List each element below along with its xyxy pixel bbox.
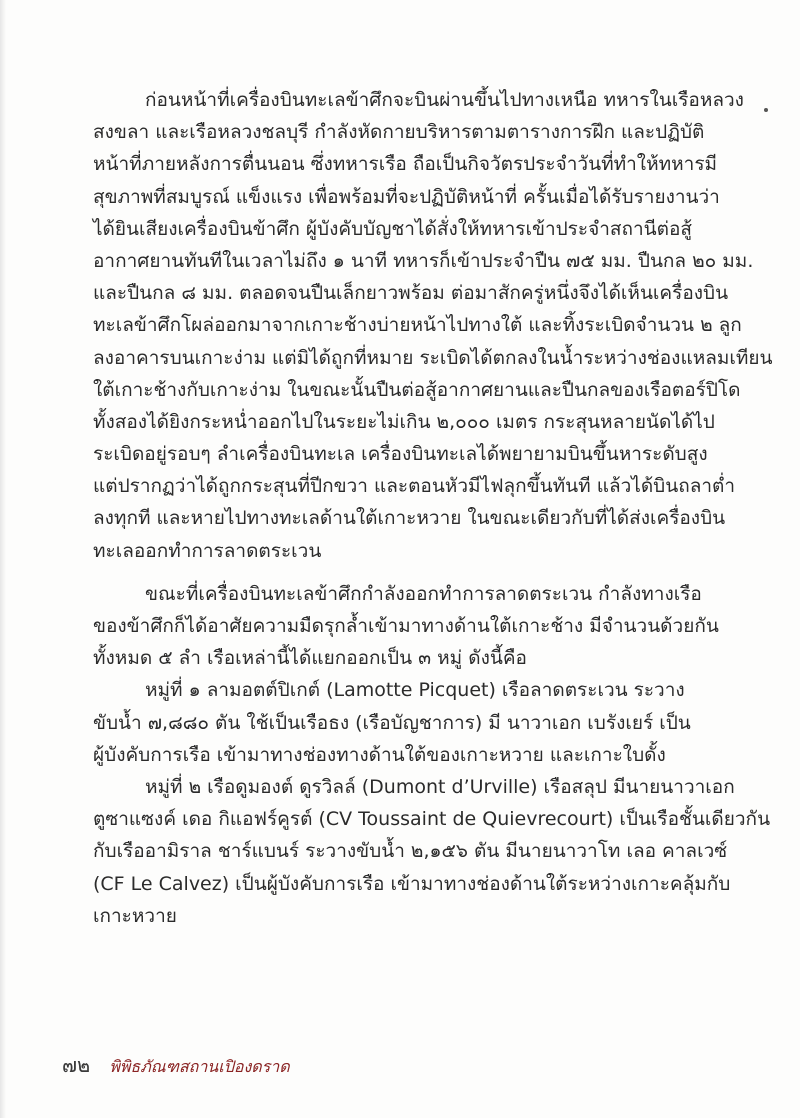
paragraph-1-line-9: ลงอาคารบนเกาะง่าม แต่มิได้ถูกที่หมาย ระเบิดได้ตกลงในน้ำระหว่างช่องแหลมเทียน — [93, 346, 773, 369]
page-footer — [62, 1049, 290, 1079]
paragraph-4-line-4: (CF Le Calvez) เป็นผู้บังคับการเรือ เข้ามาทางช่องด้านใต้ระหว่างเกาะคลุ้มกับ — [93, 872, 731, 895]
paragraph-3-line-1: หมู่ที่ ๑ ลามอตต์ปิเกต์ (Lamotte Picquet) เรือลาดตระเวน ระวาง — [145, 679, 685, 702]
paragraph-3-line-2: ขับน้ำ ๗,๘๘๐ ตัน ใช้เป็นเรือธง (เรือบัญชาการ) มี นาวาเอก เบรังเยร์ เป็น — [93, 711, 691, 734]
paragraph-1-line-1: ก่อนหน้าที่เครื่องบินทะเลข้าศึกจะบินผ่านขึ้นไปทางเหนือ ทหารในเรือหลวง — [145, 89, 744, 111]
paragraph-1-line-10: ใต้เกาะช้างกับเกาะง่าม ในขณะนั้นปืนต่อสู้อากาศยานและปืนกลของเรือตอร์ปิโด — [93, 378, 741, 401]
paragraph-1-line-8: ทะเลข้าศึกโผล่ออกมาจากเกาะช้างบ่ายหน้าไปทางใต้ และทิ้งระเบิดจำนวน ๒ ลูก — [93, 314, 742, 337]
paragraph-1-line-13: แต่ปรากฏว่าได้ถูกกระสุนที่ปีกขวา และตอนหัวมีไฟลุกขึ้นทันที แล้วได้บินถลาต่ำ — [93, 475, 736, 498]
paragraph-1-line-2: สงขลา และเรือหลวงชลบุรี กำลังหัดกายบริหารตามตารางการฝึก และปฏิบัติ — [93, 121, 705, 144]
paragraph-1-line-5: ได้ยินเสียงเครื่องบินข้าศึก ผู้บังคับบัญชาได้สั่งให้ทหารเข้าประจำสถานีต่อสู้ — [93, 217, 693, 240]
paragraph-1-line-14: ลงทุกที และหายไปทางทะเลด้านใต้เกาะหวาย ในขณะเดียวกับที่ได้ส่งเครื่องบิน — [93, 507, 726, 530]
paragraph-4-line-5: เกาะหวาย — [93, 904, 177, 927]
paragraph-4-line-1: หมู่ที่ ๒ เรือดูมองต์ ดูรวิลล์ (Dumont d’Urville) เรือสลุป มีนายนาวาเอก — [145, 775, 735, 798]
body-text — [93, 84, 773, 932]
page-number: ๗๒ — [62, 1053, 91, 1077]
paragraph-1-line-6: อากาศยานทันทีในเวลาไม่ถึง ๑ นาที ทหารก็เข้าประจำปืน ๗๕ มม. ปืนกล ๒๐ มม. — [93, 249, 754, 272]
running-title: พิพิธภัณฑสถานเปิองดราด — [109, 1057, 290, 1076]
paragraph-2-line-1: ขณะที่เครื่องบินทะเลข้าศึกกำลังออกทำการลาดตระเวน กำลังทางเรือ — [145, 582, 702, 605]
paragraph-1-line-11: ทั้งสองได้ยิงกระหน่ำออกไปในระยะไม่เกิน ๒,๐๐๐ เมตร กระสุนหลายนัดได้ไป — [93, 410, 715, 433]
paragraph-4-line-3: กับเรืออามิราล ชาร์แบนร์ ระวางขับน้ำ ๒,๑๕๖ ตัน มีนายนาวาโท เลอ คาลเวซ์ — [93, 840, 728, 863]
paragraph-1-line-15: ทะเลออกทำการลาดตระเวน — [93, 539, 322, 562]
paragraph-2-line-2: ของข้าศึกก็ได้อาศัยความมืดรุกล้ำเข้ามาทางด้านใต้เกาะช้าง มีจำนวนด้วยกัน — [93, 615, 719, 637]
paragraph-1-line-12: ระเบิดอยู่รอบๆ ลำเครื่องบินทะเล เครื่องบินทะเลได้พยายามบินขึ้นหาระดับสูง — [93, 443, 708, 466]
paragraph-3-line-3: ผู้บังคับการเรือ เข้ามาทางช่องทางด้านใต้ของเกาะหวาย และเกาะใบดั้ง — [93, 743, 666, 766]
paragraph-1-line-7: และปืนกล ๘ มม. ตลอดจนปืนเล็กยาวพร้อม ต่อมาสักครู่หนึ่งจึงได้เห็นเครื่องบิน — [93, 282, 729, 305]
paper-edge-shadow — [0, 0, 6, 1118]
paragraph-4-line-2: ตูซาแซงค์ เดอ กิแอฟร์คูรต์ (CV Toussaint de Quievrecourt) เป็นเรือชั้นเดียวกัน — [93, 808, 771, 831]
paragraph-1-line-4: สุขภาพที่สมบูรณ์ แข็งแรง เพื่อพร้อมที่จะปฏิบัติหน้าที่ ครั้นเมื่อได้รับรายงานว่า — [93, 185, 720, 208]
paragraph-2-line-3: ทั้งหมด ๕ ลำ เรือเหล่านี้ได้แยกออกเป็น ๓ หมู่ ดังนี้คือ — [93, 647, 527, 670]
paragraph-1-line-3: หน้าที่ภายหลังการตื่นนอน ซึ่งทหารเรือ ถือเป็นกิจวัตรประจำวันที่ทำให้ทหารมี — [93, 153, 718, 176]
paper-speck — [764, 108, 768, 112]
